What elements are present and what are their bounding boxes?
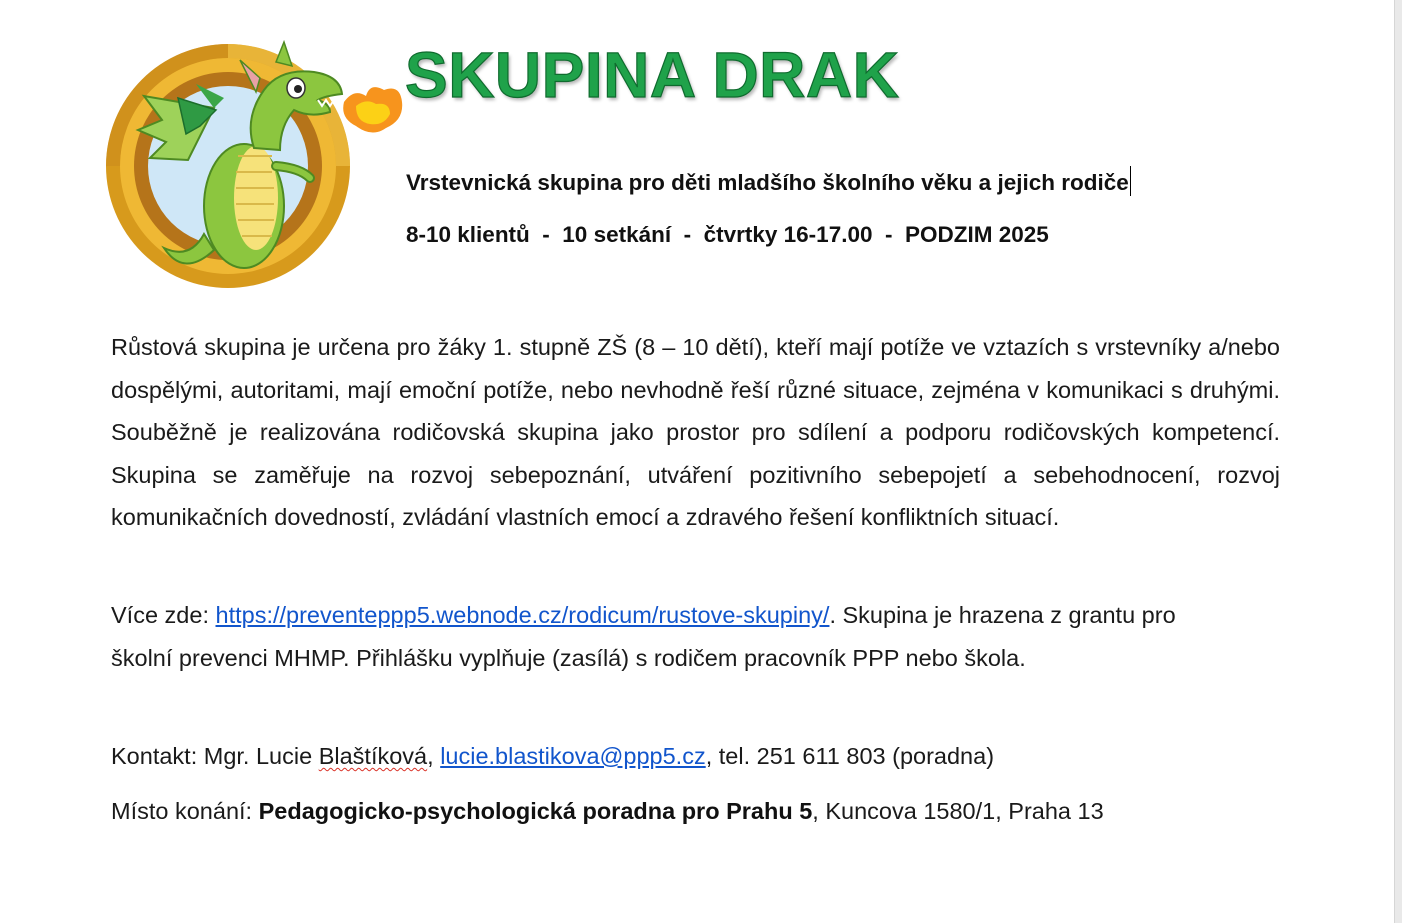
description-paragraph: Růstová skupina je určena pro žáky 1. stupně ZŠ (8 – 10 dětí), kteří mají potíže ve vztazích s vrstevníky a/nebo dospělými, autoritami, mají emoční potíže, nebo nevhodně řeší různé situace, zejména v komunikaci s druhými. Souběžně je realizována rodičovská skupina jako prostor pro sdílení a podporu rodičovských kompetencí. Skupina se zaměřuje na rozvoj sebepoznání, utváření pozitivního sebepojetí a sebehodnocení, rozvoj komunikačních dovedností, zvládání vlastních emocí a zdravého řešení konfliktních situací. bbox=[111, 334, 1280, 530]
contact-paragraph bbox=[111, 735, 1280, 778]
venue-prefix: Místo konání: bbox=[111, 798, 259, 824]
more-info-paragraph bbox=[111, 594, 1241, 679]
contact-email-link[interactable]: lucie.blastikova@ppp5.cz bbox=[440, 743, 706, 769]
contact-comma: , bbox=[427, 743, 441, 769]
subtitle bbox=[406, 166, 1131, 196]
contact-suffix: , tel. 251 611 803 (poradna) bbox=[705, 743, 995, 769]
text-cursor bbox=[1130, 166, 1131, 196]
subtitle-text: Vrstevnická skupina pro děti mladšího školního věku a jejich rodiče bbox=[406, 170, 1129, 195]
venue-paragraph bbox=[111, 790, 1280, 833]
dragon-icon bbox=[104, 38, 404, 298]
page-title: SKUPINA DRAK bbox=[405, 39, 900, 111]
venue-address: , Kuncova 1580/1, Praha 13 bbox=[812, 798, 1104, 824]
group-info: 8-10 klientů - 10 setkání - čtvrtky 16-17.00 - PODZIM 2025 bbox=[406, 222, 1049, 247]
more-info-prefix: Více zde: bbox=[111, 602, 216, 628]
window-scrollbar-edge[interactable] bbox=[1394, 0, 1402, 923]
venue-name: Pedagogicko-psychologická poradna pro Prahu 5 bbox=[258, 798, 813, 824]
contact-prefix: Kontakt: Mgr. Lucie bbox=[111, 743, 319, 769]
more-info-suffix: . Skupina je hrazena z grantu pro školní prevenci MHMP. Přihlášku vyplňuje (zasílá) s rodičem pracovník PPP nebo škola. bbox=[111, 602, 1176, 671]
more-info-link[interactable]: https://preventeppp5.webnode.cz/rodicum/rustove-skupiny/ bbox=[215, 602, 830, 628]
contact-name: Blaštíková bbox=[318, 743, 428, 769]
